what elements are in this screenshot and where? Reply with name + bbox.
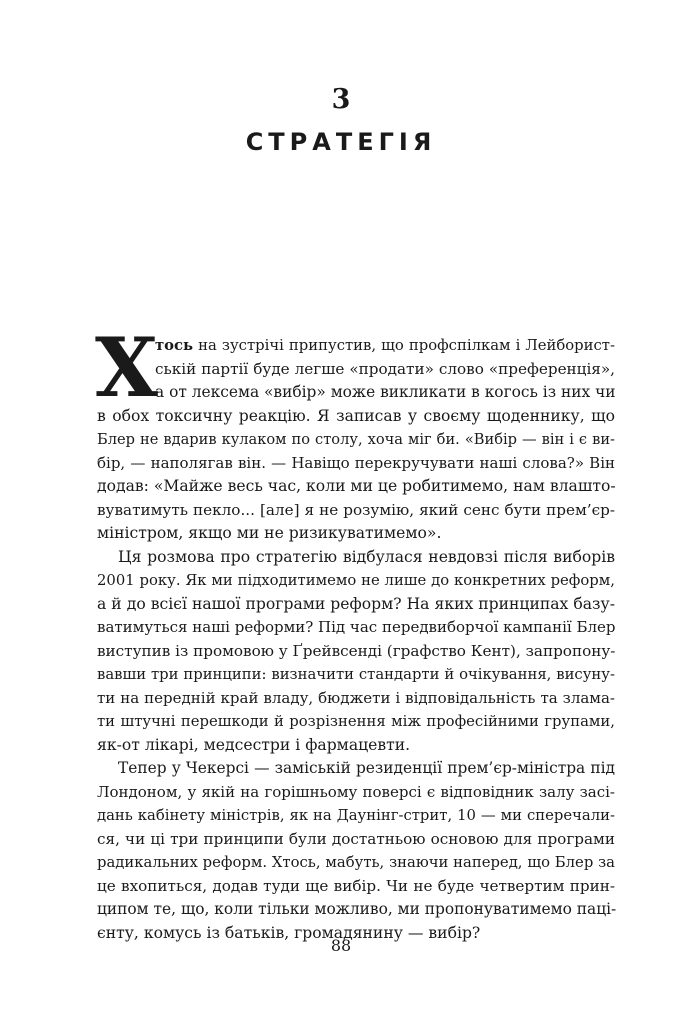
text-line: дань кабінету міністрів, як на Даунінг-стрит, 10 — ми сперечали- (97, 807, 615, 824)
text-line: ватимуться наші реформи? Під час передвиборчої кампанії Блер (97, 618, 616, 636)
text-line: вуватимуть пекло... [але] я не розумію, який сенс бути прем’єр- (97, 500, 615, 519)
text-line: в обох токсичну реакцію. Я записав у своєму щоденнику, що (97, 406, 615, 425)
lead-word: тось (155, 337, 194, 354)
text-line: ській партії буде легше «продати» слово «преференція», (155, 359, 615, 378)
text-line: Блер не вдарив кулаком по столу, хоча міг би. «Вибір — він і є ви- (97, 431, 615, 448)
text-line: це вхопиться, додав туди ще вибір. Чи не буде четвертим прин- (97, 876, 615, 895)
text-line: Тепер у Чекерсі — заміській резиденції прем’єр-міністра під (118, 759, 615, 777)
drop-cap: Х (95, 321, 158, 416)
text-line: бір, — наполягав він. — Навіщо перекручувати наші слова?» Він (97, 453, 615, 472)
text-line: ти штучні перешкоди й розрізнення між професійними групами, (97, 713, 615, 730)
text-line: Лондоном, у якій на горішньому поверсі є відповідник залу засі- (97, 782, 615, 801)
text-line: ципом те, що, коли тільки можливо, ми пропонуватимемо паці- (97, 900, 617, 918)
text-line: виступив із промовою у Ґрейвсенді (графство Кент), запропону- (97, 641, 616, 660)
text-line: єнту, комусь із батьків, громадянину — вибір? (97, 923, 481, 942)
text-line (97, 334, 615, 358)
chapter-number: 3 (331, 84, 351, 115)
text-line: радикальних реформ. Хтось, мабуть, знаючи наперед, що Блер за (97, 854, 615, 871)
text-line: 2001 року. Як ми підходитимемо не лише до конкретних реформ, (97, 572, 615, 589)
text-line: ти на передній край владу, бюджети і відповідальність та злама- (97, 688, 615, 707)
text-line: ся, чи ці три принципи були достатньою основою для програми (97, 829, 615, 848)
text-line: Ця розмова про стратегію відбулася невдовзі після виборів (118, 547, 615, 566)
text-line: як-от лікарі, медсестри і фармацевти. (97, 735, 411, 754)
text-line: а от лексема «вибір» може викликати в когось із них чи (155, 383, 616, 401)
body-text (95, 321, 617, 945)
chapter-title: СТРАТЕГІЯ (245, 128, 437, 156)
text-line: а й до всієї нашої програми реформ? На яких принципах базу- (97, 594, 615, 613)
text-line: міністром, якщо ми не ризикуватимемо». (97, 524, 442, 542)
line-text: на зустрічі припустив, що профспілкам і Лейборист- (193, 337, 615, 354)
text-line: вавши три принципи: визначити стандарти й очікування, висуну- (97, 666, 615, 683)
text-line: додав: «Майже весь час, коли ми це робитимемо, нам влашто- (97, 477, 616, 495)
page-number: 88 (330, 936, 352, 955)
